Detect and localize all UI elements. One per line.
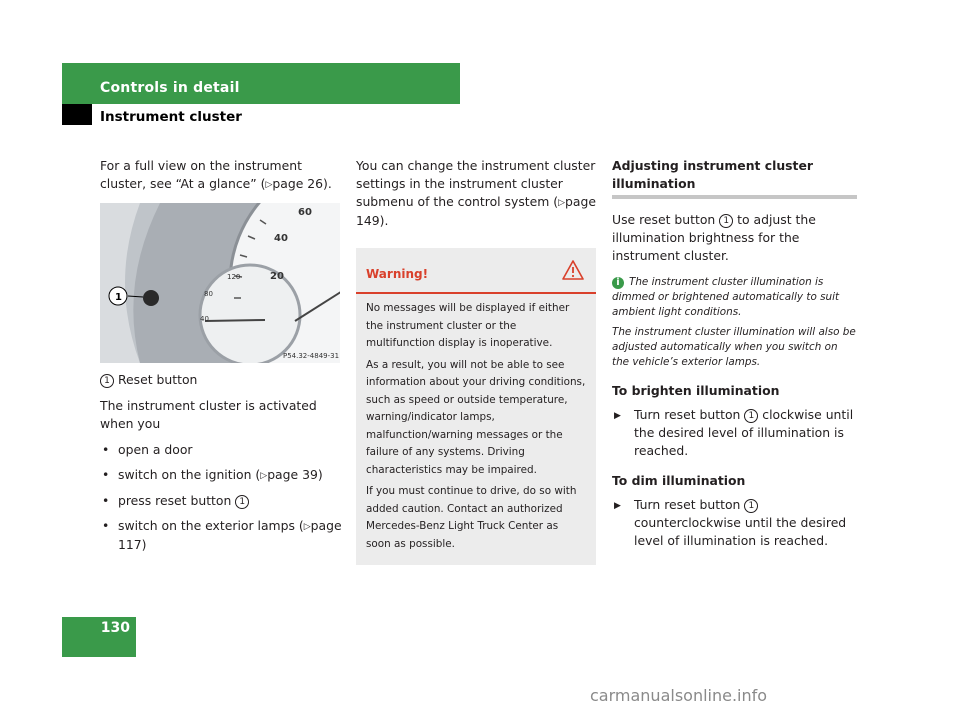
photo-caption: 1 Reset button xyxy=(100,371,345,389)
dim-heading: To dim illumination xyxy=(612,473,746,488)
warning-header xyxy=(356,248,596,294)
watermark: carmanualsonline.info xyxy=(590,686,768,705)
warning-paragraph: If you must continue to drive, do so with added caution. Contact an authorized Mercedes-Benz Light Truck Center as soon as possible. xyxy=(366,485,577,550)
subsection-title: Instrument cluster xyxy=(100,109,242,125)
warning-box xyxy=(356,248,596,565)
list-item: • open a door xyxy=(100,441,345,459)
tick-label: 60 xyxy=(298,207,312,218)
callout-number: 1 xyxy=(115,292,122,303)
page-ref-arrow-icon: ▷ xyxy=(303,522,311,532)
reset-button-knob xyxy=(143,290,159,306)
list-item: • switch on the ignition (▷page 39) xyxy=(100,466,345,485)
callout-number: 1 xyxy=(100,374,114,388)
callout-number: 1 xyxy=(235,495,249,509)
warning-paragraph: No messages will be displayed if either the instrument cluster or the multifunction display is inoperative. xyxy=(366,302,570,349)
intro-paragraph: For a full view on the instrument cluster, see “At a glance” (▷page 26). xyxy=(100,158,332,191)
intro-paragraph: You can change the instrument cluster settings in the instrument cluster submenu of the control system (▷page 149). xyxy=(356,158,596,228)
warning-triangle-icon xyxy=(562,260,584,280)
tick-label: 40 xyxy=(274,233,288,244)
tick-label: 120 xyxy=(227,273,241,281)
warning-paragraph: As a result, you will not be able to see information about your driving conditions, such as speed or outside temperature, warning/indicator lamps, malfunction/warning messages or the failure of any systems. Driving characteristics may be impaired. xyxy=(366,358,586,476)
dim-step: ▶ Turn reset button 1 counterclockwise until the desired level of illumination is reached. xyxy=(612,496,857,550)
instrument-cluster-photo xyxy=(100,203,340,363)
page-number: 130 xyxy=(100,620,130,636)
usage-paragraph: Use reset button 1 to adjust the illumination brightness for the instrument cluster. xyxy=(612,212,816,263)
list-item: • switch on the exterior lamps (▷page 117) xyxy=(100,517,345,554)
brighten-step: ▶ Turn reset button 1 clockwise until the desired level of illumination is reached. xyxy=(612,406,857,460)
column-3 xyxy=(612,157,857,558)
column-2 xyxy=(356,157,601,565)
section-title: Controls in detail xyxy=(100,80,240,96)
activated-paragraph: The instrument cluster is activated when you xyxy=(100,398,317,431)
column-1 xyxy=(100,157,345,561)
tick-label: 20 xyxy=(270,271,284,282)
page-ref-link[interactable]: page 39 xyxy=(267,467,318,482)
info-paragraph: The instrument cluster illumination will also be adjusted automatically when you switch on the vehicle’s exterior lamps. xyxy=(612,326,856,368)
page-ref-arrow-icon: ▷ xyxy=(260,471,268,481)
callout-number: 1 xyxy=(719,214,733,228)
callout-number: 1 xyxy=(744,499,758,513)
section-heading: Adjusting instrument cluster illumination xyxy=(612,157,857,199)
photo-code: P54.32-4849-31 xyxy=(283,352,340,360)
warning-title: Warning! xyxy=(366,267,429,281)
activation-list xyxy=(100,441,345,554)
info-paragraph: i The instrument cluster illumination is dimmed or brightened automatically to suit ambient light conditions. xyxy=(612,276,840,318)
page-ref-arrow-icon: ▷ xyxy=(265,180,273,190)
header-marker xyxy=(62,104,92,125)
tick-label: 40 xyxy=(200,315,209,323)
callout-number: 1 xyxy=(744,409,758,423)
page-ref-link[interactable]: page 26 xyxy=(272,176,324,191)
tick-label: 80 xyxy=(204,290,213,298)
page-ref-link[interactable]: page 149 xyxy=(356,194,596,228)
page-ref-arrow-icon: ▷ xyxy=(558,198,566,208)
page-ref-link[interactable]: page 117 xyxy=(118,518,342,552)
list-item: • press reset button 1 xyxy=(100,492,345,510)
info-note xyxy=(612,275,857,370)
info-icon: i xyxy=(612,277,624,289)
brighten-heading: To brighten illumination xyxy=(612,383,780,398)
warning-body xyxy=(356,294,596,553)
